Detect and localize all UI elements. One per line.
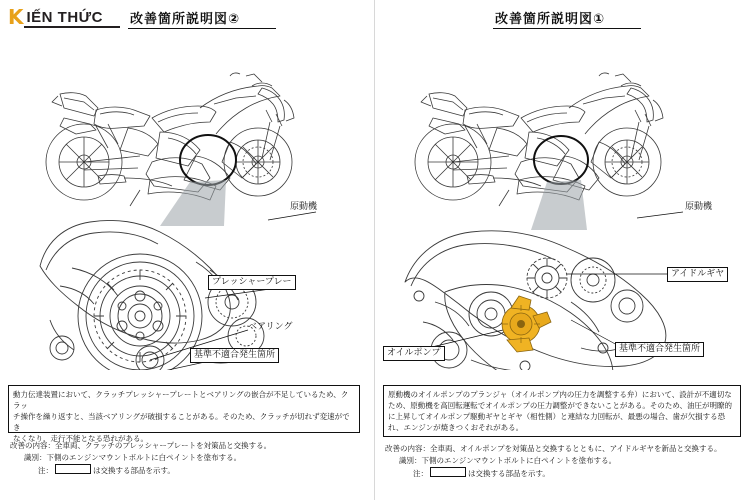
panel-1-artwork [375,30,750,370]
label-idle-gear: アイドルギヤ [667,267,728,282]
legend-note-suffix: は交換する部品を示す。 [468,469,550,478]
replacement-part-swatch [430,467,466,477]
legend-note-prefix: 注： [38,466,53,475]
panel-2-note-box [8,385,360,443]
label-pressure-plate: プレッシャープレー [208,275,296,290]
panel-2-bottom-text [10,440,271,477]
label-oil-pump: オイルポンプ [383,346,445,361]
panel-2-title: 改善箇所説明図② [130,12,241,27]
label-nonconformity: 基準不適合発生箇所 [615,342,704,357]
replacement-part-swatch [55,464,91,474]
label-engine: 原動機 [685,202,713,212]
note-line: れ、エンジンが焼きつくおそれがある。 [388,423,524,432]
improvement-content: 改善の内容：全車両、オイルポンプを対策品と交換するとともに、アイドルギヤを新品と交換する。 [385,444,722,453]
label-engine: 原動機 [290,202,318,212]
label-bearing: ベアリング [248,322,293,332]
logo-mark: K [8,5,24,29]
zoom-cone [531,180,587,230]
note-line: 動力伝達装置において、クラッチプレッシャープレートとベアリングの嵌合が不足しているため、クラッ [13,390,349,410]
logo-wordmark: IẾN THỨC [26,8,103,26]
note-line: 原動機のオイルポンプのプランジャ（オイルポンプ内の圧力を調整する弁）において、設計が不適切な [388,390,732,399]
panel-1-note-box [383,385,741,437]
note-line: チ操作を繰り返すと、当該ベアリングが破損することがある。そのため、クラッチが切れず変速ができ [13,412,350,432]
legend-note [10,464,271,477]
panel-1-title-underline [493,28,641,29]
panel-1-bottom-text [385,443,721,480]
panel-2-title-underline [128,28,276,29]
panel-2-artwork [0,30,375,370]
legend-note-suffix: は交換する部品を示す。 [93,466,175,475]
diagram-panel-1 [375,0,750,500]
motorcycle-and-engine-drawing [0,30,375,370]
oil-pump-highlight [502,296,551,352]
motorcycle-and-engine-drawing [375,30,750,370]
label-nonconformity: 基準不適合発生箇所 [190,348,279,363]
legend-note [385,467,721,480]
note-line: ため、原動機を高回転運転でオイルポンプの圧力調整ができないことがある。そのため、油圧が明瞭的 [388,401,733,410]
identification: 識別：下側のエンジンマウントボルトに白ペイントを塗布する。 [399,456,617,465]
improvement-content: 改善の内容：全車両、クラッチのプレッシャープレートを対策品と交換する。 [10,441,272,450]
panel-1-title: 改善箇所説明図① [495,12,606,27]
highlight-circle-motorcycle [180,135,236,185]
legend-note-prefix: 注： [413,469,428,478]
leader-lines [411,212,683,352]
note-line: なくなり、走行不能となる恐れがある。 [13,434,148,443]
zoom-cone [160,180,226,226]
note-line: に上昇してオイルポンプ駆動ギヤとギヤ（相性側）と連結な力回転が、最悪の場合、歯が欠損する恐 [388,412,726,421]
identification: 識別：下側のエンジンマウントボルトに白ペイントを塗布する。 [24,453,242,462]
